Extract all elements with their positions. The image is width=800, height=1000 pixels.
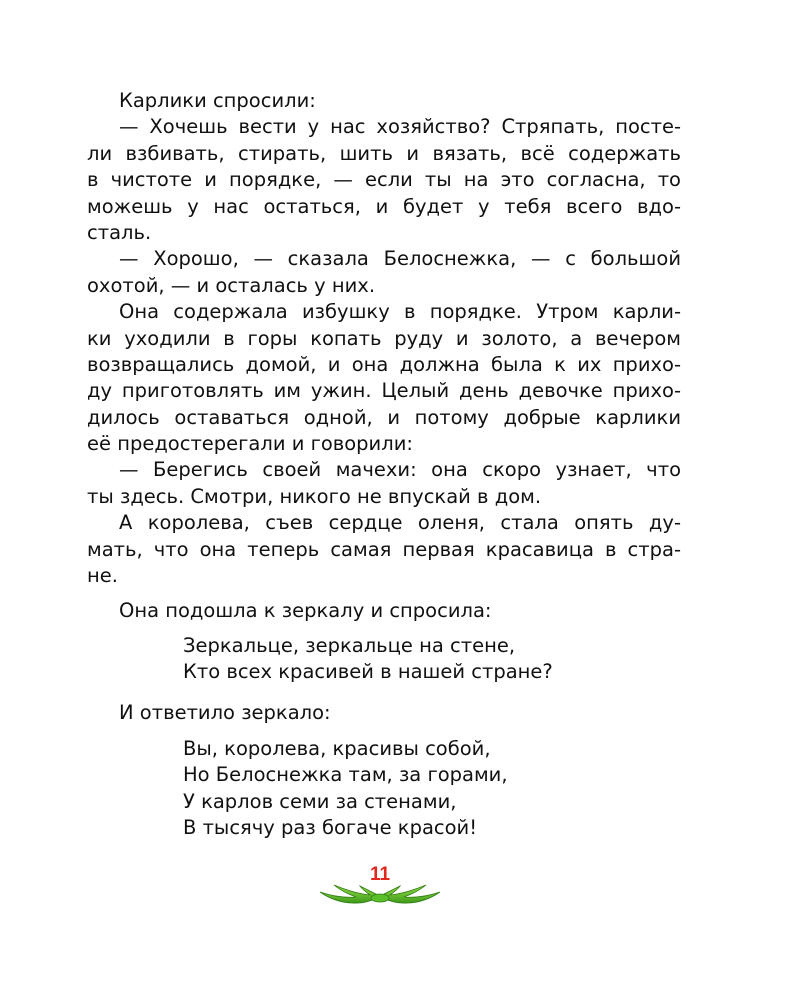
text-line: не. <box>87 564 118 588</box>
text-line: ты здесь. Смотри, никого не впускай в дом. <box>87 484 542 508</box>
text-line: дилось оставаться одной, и потому добрые карлики <box>87 405 681 429</box>
text-line: можешь у нас остаться, и будет у тебя всего вдо- <box>87 194 681 218</box>
poem-line: Вы, королева, красивы собой, <box>183 736 491 760</box>
text-line: — Берегись своей мачехи: она скоро узнает, что <box>119 458 681 482</box>
text-line: Она подошла к зеркалу и спросила: <box>119 599 492 623</box>
poem-line: Кто всех красивей в нашей стране? <box>183 660 553 684</box>
text-line: её предостерегали и говорили: <box>87 432 413 456</box>
page-text <box>87 88 681 842</box>
text-line: Карлики спросили: <box>119 89 316 112</box>
poem-stanza-answer <box>87 736 681 842</box>
text-line: в чистоте и порядке, — если ты на это согласна, то <box>87 168 681 192</box>
text-line: ду приготовлять им ужин. Целый день девочке прихо- <box>87 379 681 403</box>
poem-line: У карлов семи за стенами, <box>183 789 457 813</box>
text-line: ки уходили в горы копать руду и золото, а вечером <box>87 326 681 350</box>
poem-line: В тысячу раз богаче красой! <box>183 816 478 840</box>
text-line: И ответило зеркало: <box>119 700 331 724</box>
text-line: А королева, съев сердце оленя, стала опять ду- <box>119 511 681 535</box>
leaf-ornament-icon <box>310 880 450 910</box>
poem-stanza-question <box>87 633 681 686</box>
text-line: возвращались домой, и она должна была к их прихо- <box>87 352 681 376</box>
text-line: охотой, — и осталась у них. <box>87 273 376 297</box>
text-line: — Хочешь вести у нас хозяйство? Стряпать, посте- <box>119 115 681 139</box>
text-line: мать, что она теперь самая первая красавица в стра- <box>87 537 681 561</box>
text-line: — Хорошо, — сказала Белоснежка, — с большой <box>119 247 681 271</box>
text-line: ли взбивать, стирать, шить и вязать, всё содержать <box>87 141 681 165</box>
text-line: сталь. <box>87 220 152 244</box>
poem-line: Зеркальце, зеркальце на стене, <box>183 633 516 657</box>
poem-line: Но Белоснежка там, за горами, <box>183 763 508 787</box>
text-line: Она содержала избушку в порядке. Утром карли- <box>119 300 681 324</box>
page-number: 11 <box>369 864 391 885</box>
page-footer <box>310 858 450 918</box>
